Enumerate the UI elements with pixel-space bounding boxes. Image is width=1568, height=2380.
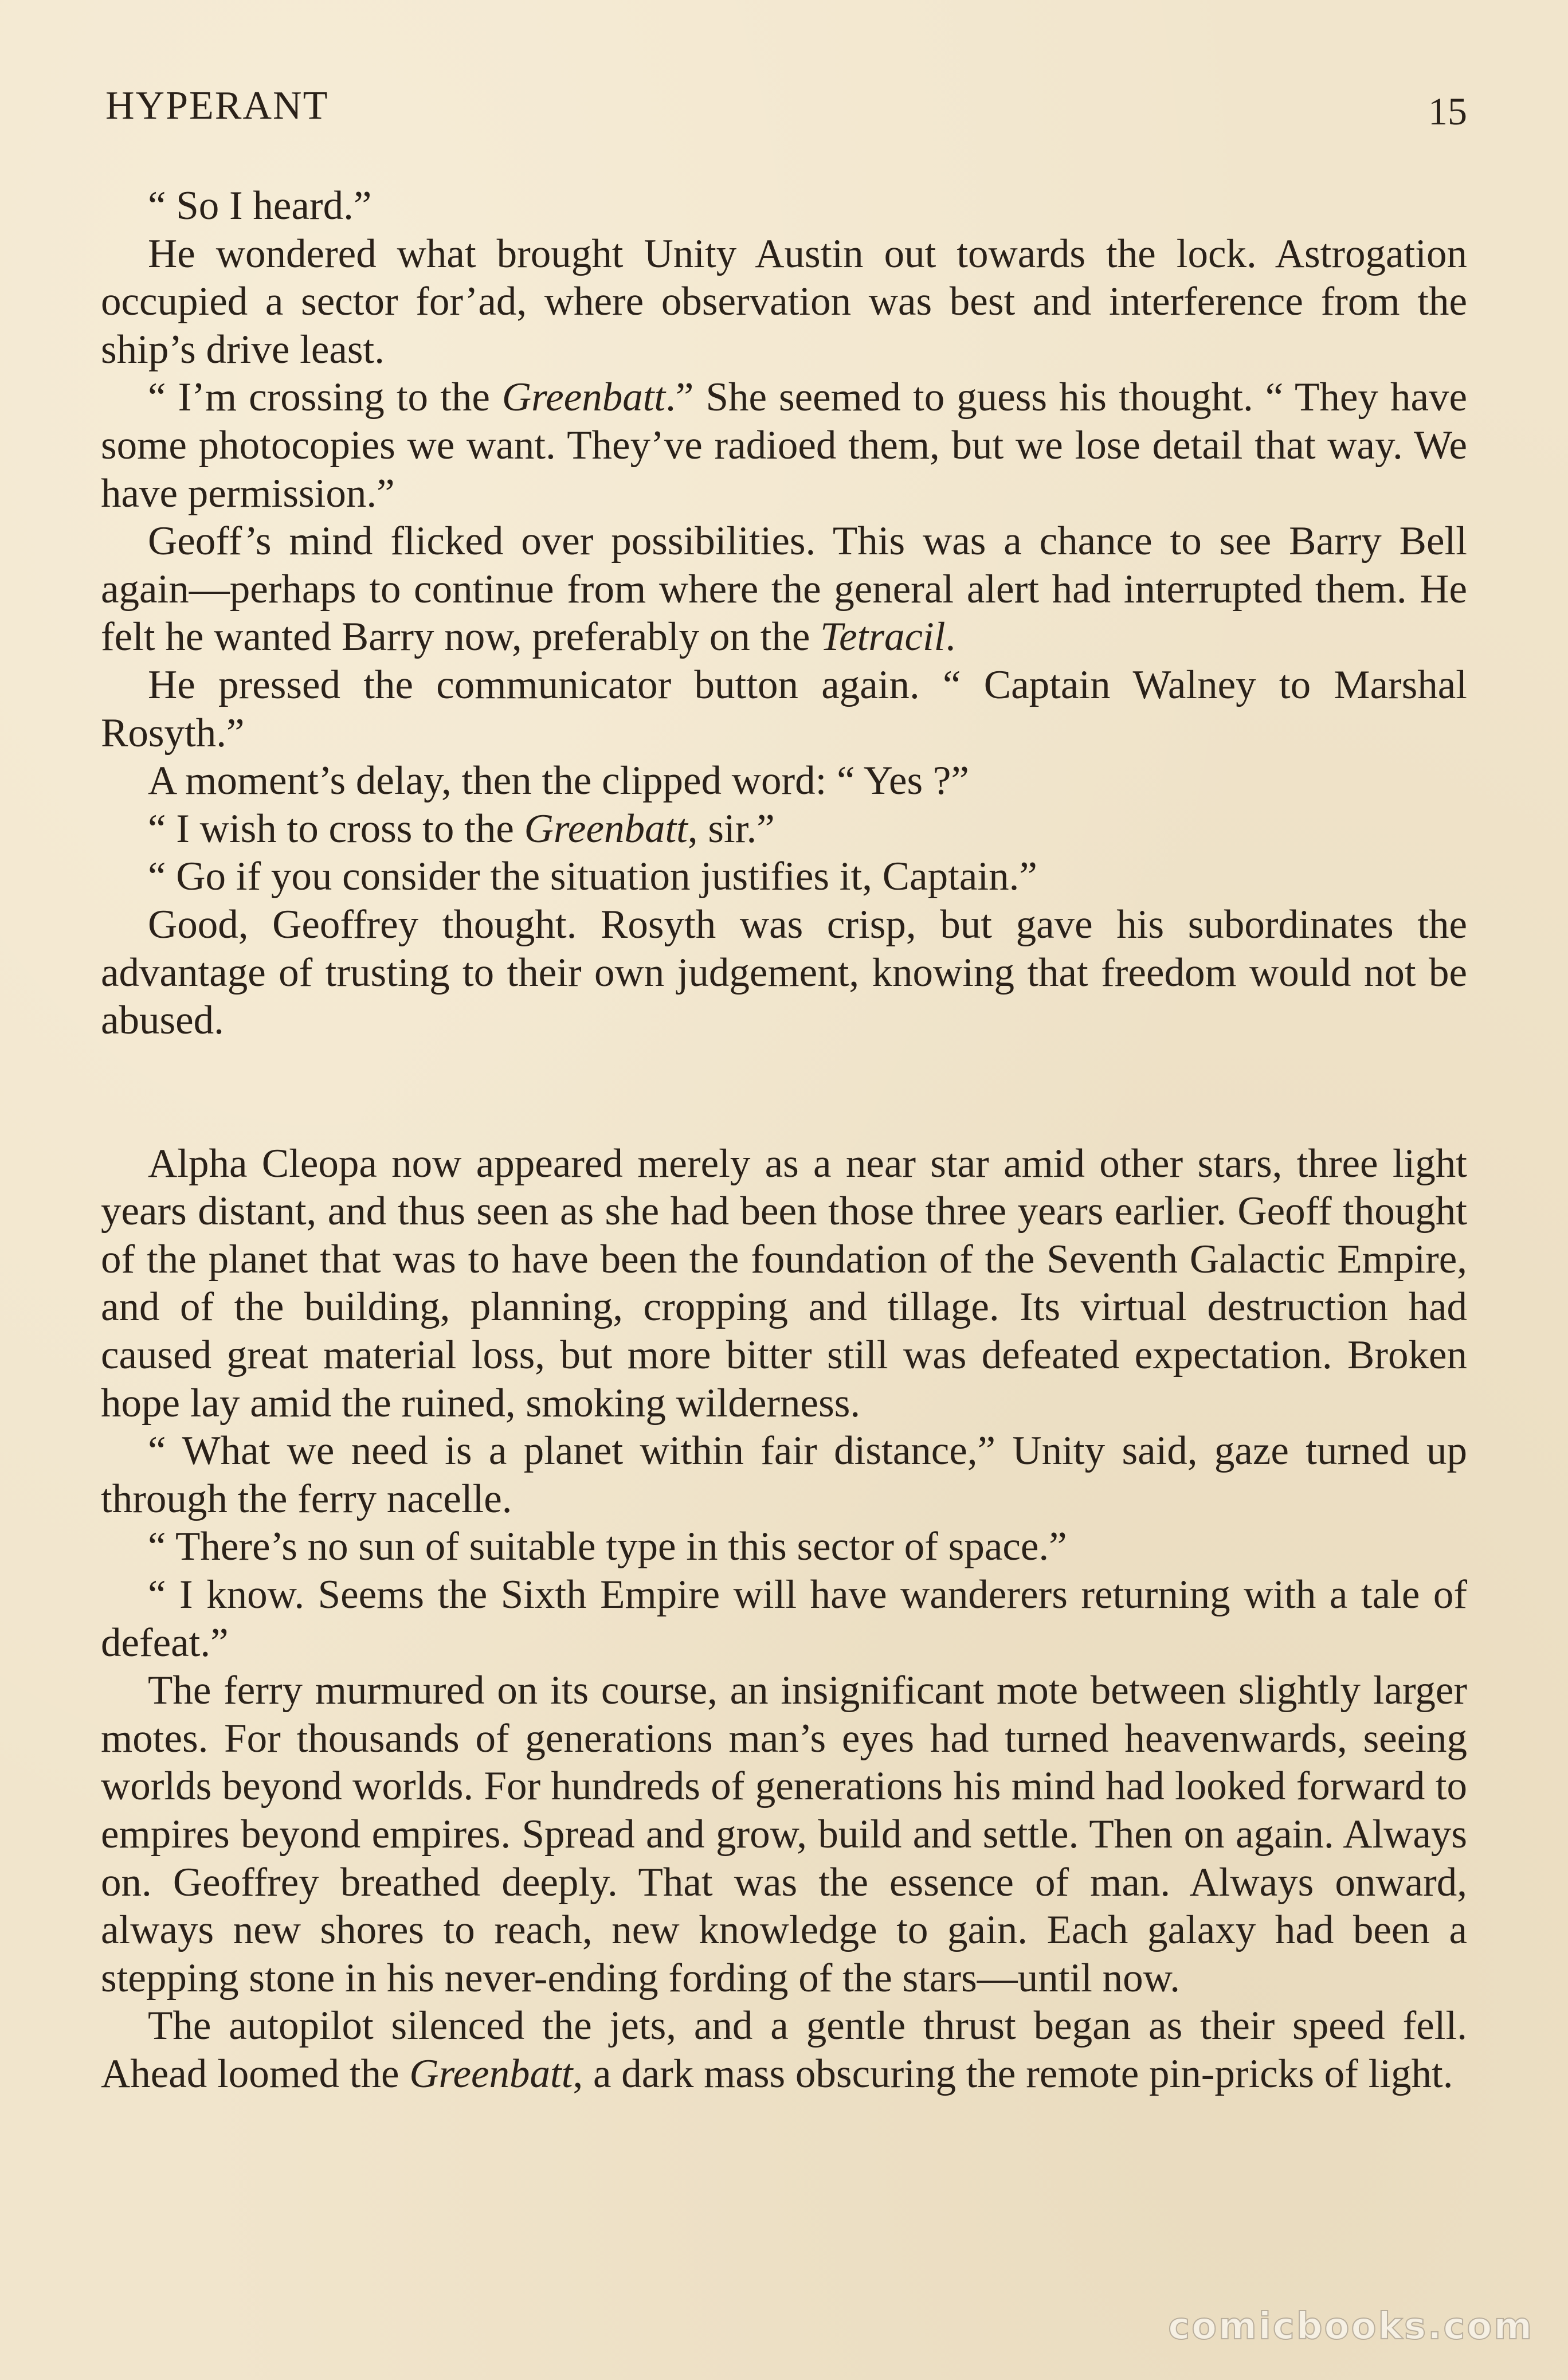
page-number: 15: [1428, 89, 1467, 133]
paragraph: [101, 661, 1467, 757]
text-run: Alpha Cleopa now appeared merely as a near star amid other stars, three light years distant, and thus seen as she had been those three years earlier. Geoff thought of the planet that was to have been the foundation of the Seventh Galactic Empire, and of the building, planning, cropping and tillage. Its virtual destruction had caused great material loss, but more bitter still was defeated expectation. Broken hope lay amid the ruined, smoking wilderness.: [101, 1141, 1467, 1426]
body-text: [101, 182, 1467, 2099]
text-run: “ I wish to cross to the: [148, 806, 524, 851]
text-run: .: [945, 614, 956, 660]
paragraph: [101, 230, 1467, 374]
paragraph: [101, 518, 1467, 661]
text-run: He pressed the communicator button again. “ Captain Walney to Marshal Rosyth.”: [101, 662, 1467, 756]
text-run: “ What we need is a planet within fair distance,” Unity said, gaze turned up through the ferry nacelle.: [101, 1428, 1467, 1521]
text-run: , a dark mass obscuring the remote pin-pricks of light.: [573, 2051, 1453, 2096]
paragraph: [101, 1571, 1467, 1667]
italic-ship-name: Greenbatt: [524, 806, 688, 851]
paragraph: [101, 901, 1467, 1045]
text-run: “ So I heard.”: [148, 183, 372, 228]
text-run: The ferry murmured on its course, an insignificant mote between slightly larger motes. For thousands of generations man’s eyes had turned heavenwards, seeing worlds beyond worlds. For hundreds of generations his mind had looked forward to empires beyond empires. Spread and grow, build and settle. Then on again. Always on. Geoffrey breathed deeply. That was the essence of man. Always onward, always new shores to reach, new knowledge to gain. Each galaxy had been a stepping stone in his never-ending fording of the stars—until now.: [101, 1668, 1467, 2001]
text-run: “ I know. Seems the Sixth Empire will have wanderers returning with a tale of defeat.”: [101, 1572, 1467, 1665]
paragraph: [101, 805, 1467, 854]
text-run: “ Go if you consider the situation justifies it, Captain.”: [148, 854, 1037, 899]
paragraph: [101, 2002, 1467, 2098]
paragraph: [101, 1427, 1467, 1523]
italic-ship-name: Tetracil: [820, 614, 946, 660]
text-run: , sir.”: [687, 806, 775, 851]
paragraph: [101, 374, 1467, 518]
italic-ship-name: Greenbatt: [501, 375, 666, 420]
paragraph: [101, 1667, 1467, 2002]
text-run: Good, Geoffrey thought. Rosyth was crisp, but gave his subordinates the advantage of trusting to their own judgement, knowing that freedom would not be abused.: [101, 902, 1467, 1043]
paragraph: [101, 1140, 1467, 1428]
italic-ship-name: Greenbatt: [409, 2051, 573, 2096]
text-run: A moment’s delay, then the clipped word: “ Yes ?”: [148, 758, 969, 804]
paragraph: [101, 1523, 1467, 1571]
text-run: “ I’m crossing to the: [148, 375, 502, 420]
text-run: He wondered what brought Unity Austin out towards the lock. Astrogation occupied a sector for’ad, where observation was best and interference from the ship’s drive least.: [101, 231, 1467, 372]
paragraph: [101, 757, 1467, 805]
text-run: Geoff’s mind flicked over possibilities. This was a chance to see Barry Bell again—perhaps to continue from where the general alert had interrupted them. He felt he wanted Barry now, preferably on the: [101, 519, 1467, 660]
paragraph: [101, 853, 1467, 901]
paragraph: [101, 182, 1467, 230]
text-run: The autopilot silenced the jets, and a gentle thrust began as their speed fell. Ahead loomed the: [101, 2003, 1467, 2096]
running-head: HYPERANT: [105, 84, 329, 128]
watermark-logo: comicbooks.com: [1168, 2305, 1534, 2348]
text-run: “ There’s no sun of suitable type in this sector of space.”: [148, 1524, 1067, 1569]
text-run: .” She seemed to guess his thought. “ They have some photocopies we want. They’ve radioed them, but we lose detail that way. We have permission.”: [101, 375, 1467, 516]
